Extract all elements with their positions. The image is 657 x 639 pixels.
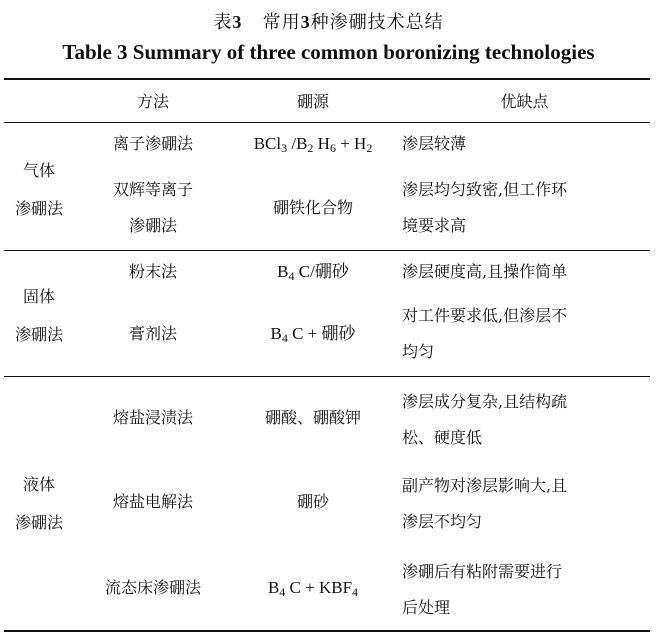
top-rule <box>4 78 650 80</box>
method-molten-salt-immersion: 熔盐浸渍法 <box>112 408 193 427</box>
group-label-solid: 固体 渗硼法 <box>14 287 63 344</box>
source-gas-mix: BCl$_3$ $/B_2$ $H_6 + H_2$ <box>253 134 373 155</box>
pros-cons-paste: 对工件要求低,但渗层不 均匀 <box>402 306 568 361</box>
header-pros-cons: 优缺点 <box>500 92 549 111</box>
header-rule <box>4 122 650 123</box>
pros-cons-immersion: 渗层成分复杂,且结构疏 松、硬度低 <box>402 392 568 447</box>
table-caption-cn: 表3 常用3种渗硼技术总结 <box>213 12 444 33</box>
method-powder: 粉末法 <box>128 262 177 281</box>
source-b4c-borax-plus: $B_4$ C + 硼砂 <box>270 324 356 345</box>
group-label-liquid: 液体 渗硼法 <box>14 475 63 532</box>
header-method: 方法 <box>136 92 169 111</box>
source-b4c-kbf4: $B_4$ $C + KBF_4$ <box>267 578 359 599</box>
source-b4c-borax-slash: $B_4$ C/硼砂 <box>277 262 349 283</box>
table-caption-en: Table 3 Summary of three common boronizing technologies <box>62 40 595 64</box>
group-rule-1 <box>4 250 650 251</box>
pros-cons-powder: 渗层硬度高,且操作简单 <box>402 262 568 281</box>
pros-cons-electrolysis: 副产物对渗层影响大,且 渗层不均匀 <box>402 476 568 531</box>
method-double-glow: 双辉等离子 渗硼法 <box>112 180 193 235</box>
header-source: 硼源 <box>296 92 329 111</box>
pros-cons-fluidized-bed: 渗硼后有粘附需要进行 后处理 <box>402 562 563 617</box>
method-ion-boronizing: 离子渗硼法 <box>112 134 193 153</box>
method-fluidized-bed: 流态床渗硼法 <box>104 578 201 597</box>
source-borax: 硼砂 <box>296 492 329 511</box>
source-boric-acid: 硼酸、硼酸钾 <box>264 408 361 427</box>
method-paste: 膏剂法 <box>128 324 177 343</box>
source-ferroboron: 硼铁化合物 <box>272 198 353 217</box>
method-molten-salt-electrolysis: 熔盐电解法 <box>112 492 193 511</box>
group-rule-2 <box>4 376 650 377</box>
pros-cons-double-glow: 渗层均匀致密,但工作环 境要求高 <box>402 180 568 235</box>
pros-cons-thin: 渗层较薄 <box>402 134 467 153</box>
bottom-rule <box>4 630 650 632</box>
group-label-gas: 气体 渗硼法 <box>14 161 63 218</box>
